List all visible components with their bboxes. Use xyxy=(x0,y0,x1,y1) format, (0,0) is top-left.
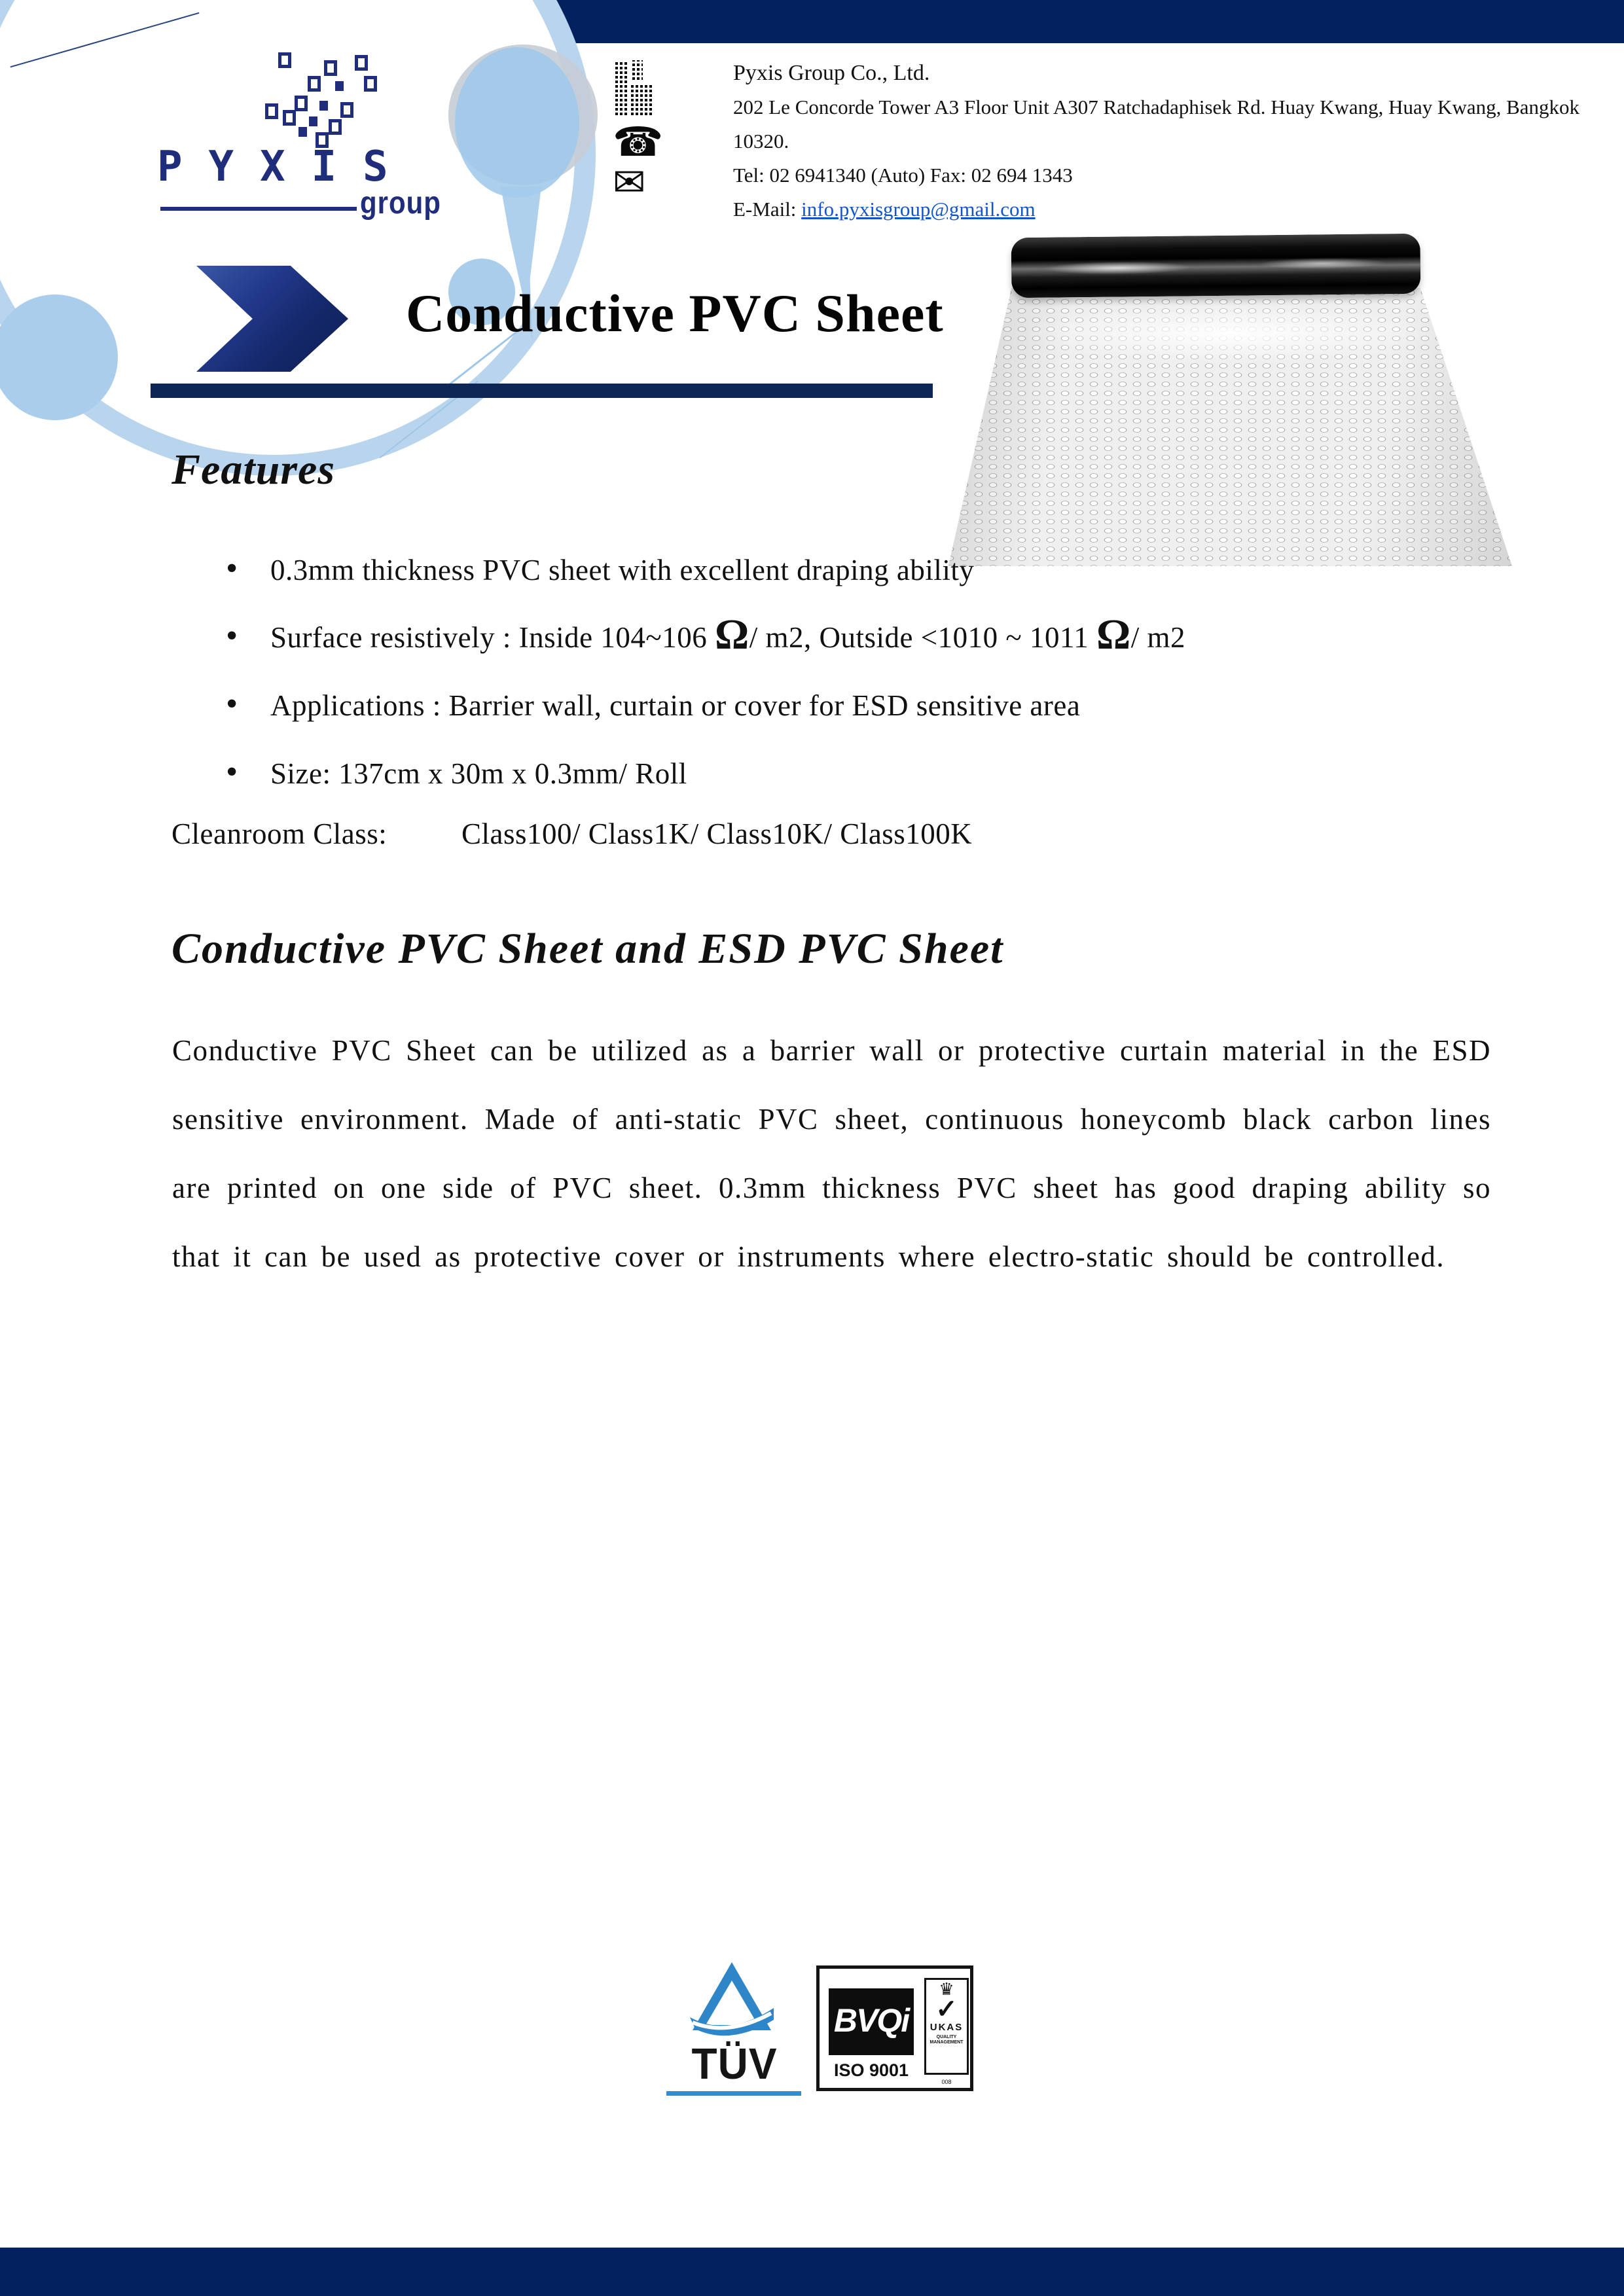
mesh-highlight xyxy=(1021,304,1440,363)
bullet-icon: • xyxy=(226,617,238,655)
logo-pixel xyxy=(265,103,278,119)
logo-pixel xyxy=(364,76,377,92)
company-telfax: Tel: 02 6941340 (Auto) Fax: 02 694 1343 xyxy=(733,164,1073,187)
tuv-underline xyxy=(666,2091,801,2096)
ukas-label: UKAS xyxy=(929,2022,964,2033)
header-contact xyxy=(733,56,1604,226)
cleanroom-label: Cleanroom Class: xyxy=(171,817,388,850)
buildings-icon xyxy=(615,60,653,115)
feature-item: • 0.3mm thickness PVC sheet with excellent draping ability xyxy=(226,550,975,587)
feature-item: • Size: 137cm x 30m x 0.3mm/ Roll xyxy=(226,753,687,791)
company-name: Pyxis Group Co., Ltd. xyxy=(733,61,930,85)
ukas-sub-label: MANAGEMENT xyxy=(929,2040,964,2045)
pyxis-logo xyxy=(98,26,491,236)
pvc-roll xyxy=(1011,234,1421,298)
cleanroom-class-row xyxy=(171,817,973,851)
logo-group-label: group xyxy=(360,185,441,221)
product-photo-pvc-roll xyxy=(943,232,1512,569)
logo-underline xyxy=(160,207,357,211)
tuv-triangle-icon xyxy=(689,1962,775,2039)
tuv-wordmark: TÜV xyxy=(691,2039,778,2089)
bottom-band xyxy=(0,2248,1624,2296)
bullet-icon: • xyxy=(226,550,238,587)
logo-pixel xyxy=(308,76,321,92)
logo-pixel xyxy=(355,55,368,71)
company-email-line xyxy=(733,192,1604,226)
logo-pixel xyxy=(329,119,342,135)
tuv-logo xyxy=(662,1962,801,2100)
cleanroom-value: Class100/ Class1K/ Class10K/ Class100K xyxy=(461,817,973,850)
features-heading: Features xyxy=(171,446,336,493)
bullet-icon: • xyxy=(226,753,238,791)
iso-9001-label: ISO 9001 xyxy=(833,2060,909,2080)
title-rule xyxy=(151,384,933,398)
check-icon: ✓ xyxy=(935,1995,958,2024)
email-link[interactable]: info.pyxisgroup@gmail.com xyxy=(801,198,1036,221)
feature-item: • Applications : Barrier wall, curtain or cover for ESD sensitive area xyxy=(226,685,1081,723)
logo-pixel xyxy=(295,96,308,111)
feature-item: • Surface resistively : Inside 104~106 Ω/ m2, Outside <1010 ~ 1011 Ω/ m2 xyxy=(226,611,1186,658)
mail-icon: ✉ xyxy=(613,160,646,206)
ukas-sub-label: QUALITY xyxy=(936,2035,957,2039)
email-label: E-Mail: xyxy=(733,198,802,221)
ukas-code: 008 xyxy=(941,2079,952,2085)
phone-icon: ☎ xyxy=(613,118,664,166)
ukas-badge xyxy=(924,1978,969,2075)
bullet-icon: • xyxy=(226,685,238,723)
logo-pixel xyxy=(319,101,328,111)
logo-pixel xyxy=(340,102,353,118)
crown-icon: ♛ xyxy=(939,1979,954,1999)
logo-pixel xyxy=(324,60,337,76)
company-address: 202 Le Concorde Tower A3 Floor Unit A307 Ratchadaphisek Rd. Huay Kwang, Huay Kwang, Bangkok 10320. xyxy=(733,96,1580,152)
logo-pixel xyxy=(298,127,307,137)
bvqi-iso-badge xyxy=(816,1965,973,2091)
body-paragraph: Conductive PVC Sheet can be utilized as a barrier wall or protective curtain material in the ESD sensitive environment. Made of anti-static PVC sheet, continuous honeycomb black carbon lines are printed on one side of PVC sheet. 0.3mm thickness PVC sheet has good draping ability so that it can be used as protective cover or instruments where electro-static should be controlled. xyxy=(172,1034,1491,1273)
logo-pixel xyxy=(335,81,344,91)
page-title: Conductive PVC Sheet xyxy=(406,283,944,343)
logo-wordmark: PYXIS xyxy=(157,143,414,191)
section-heading: Conductive PVC Sheet and ESD PVC Sheet xyxy=(171,925,1004,973)
logo-pixel xyxy=(309,117,317,126)
bvqi-wordmark: BVQi xyxy=(829,1988,914,2055)
logo-pixel xyxy=(283,110,296,126)
header-icons xyxy=(613,60,664,206)
logo-pixel xyxy=(278,52,291,68)
